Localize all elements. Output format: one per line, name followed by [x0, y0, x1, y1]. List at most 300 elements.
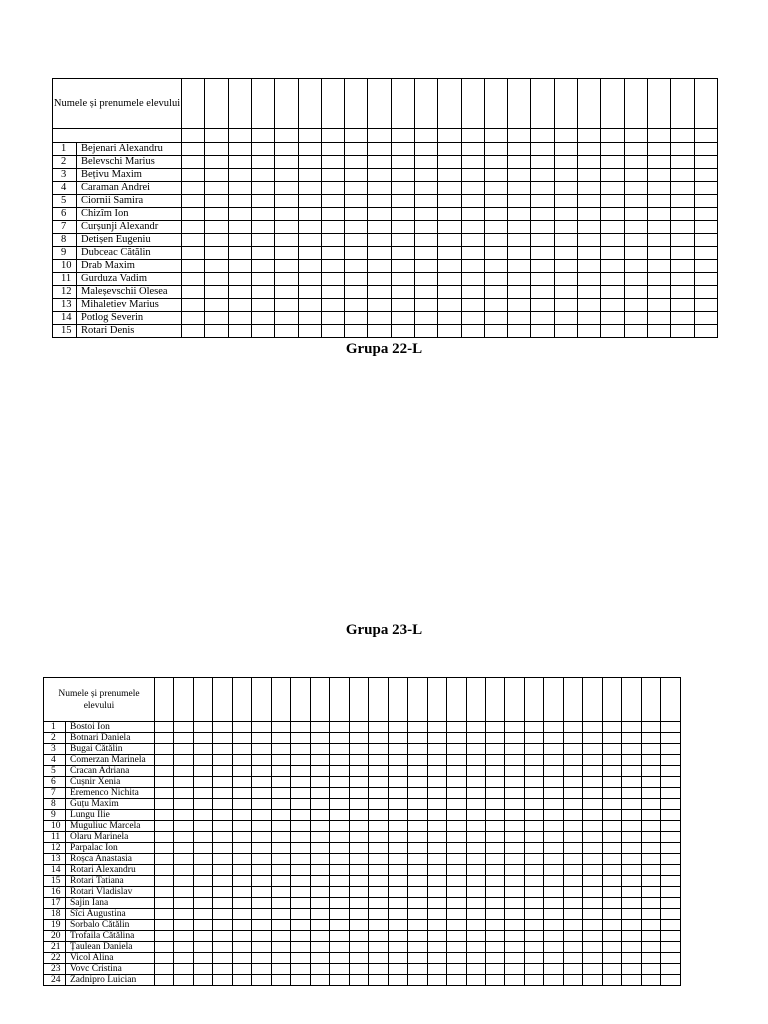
- attendance-cell: [524, 931, 543, 942]
- attendance-cell: [330, 755, 349, 766]
- attendance-cell: [271, 832, 290, 843]
- attendance-cell: [408, 733, 427, 744]
- attendance-cell: [531, 169, 554, 182]
- date-column-header: [345, 79, 368, 129]
- attendance-cell: [369, 920, 388, 931]
- attendance-cell: [213, 876, 232, 887]
- attendance-cell: [466, 821, 485, 832]
- attendance-cell: [466, 865, 485, 876]
- attendance-cell: [505, 788, 524, 799]
- attendance-cell: [508, 312, 531, 325]
- attendance-cell: [349, 810, 368, 821]
- attendance-cell: [524, 832, 543, 843]
- student-name: Parpalac Ion: [66, 843, 155, 854]
- attendance-cell: [544, 843, 563, 854]
- attendance-cell: [388, 832, 407, 843]
- attendance-cell: [228, 195, 251, 208]
- attendance-cell: [271, 942, 290, 953]
- attendance-cell: [438, 182, 461, 195]
- attendance-cell: [583, 931, 602, 942]
- attendance-cell: [583, 722, 602, 733]
- attendance-cell: [438, 312, 461, 325]
- attendance-cell: [345, 325, 368, 338]
- attendance-cell: [505, 777, 524, 788]
- attendance-cell: [447, 942, 466, 953]
- attendance-cell: [369, 821, 388, 832]
- attendance-cell: [271, 810, 290, 821]
- attendance-cell: [369, 865, 388, 876]
- attendance-cell: [369, 733, 388, 744]
- attendance-cell: [193, 964, 212, 975]
- attendance-cell: [388, 766, 407, 777]
- attendance-cell: [641, 887, 660, 898]
- attendance-cell: [524, 887, 543, 898]
- date-column-header: [182, 79, 205, 129]
- attendance-cell: [391, 221, 414, 234]
- attendance-cell: [641, 942, 660, 953]
- student-name: Mihaletiev Marius: [77, 299, 182, 312]
- attendance-cell: [155, 788, 174, 799]
- attendance-cell: [485, 942, 504, 953]
- attendance-cell: [213, 788, 232, 799]
- attendance-cell: [368, 156, 391, 169]
- student-number: 9: [53, 247, 77, 260]
- attendance-cell: [310, 898, 329, 909]
- attendance-cell: [345, 260, 368, 273]
- attendance-cell: [349, 865, 368, 876]
- attendance-cell: [461, 195, 484, 208]
- attendance-cell: [641, 788, 660, 799]
- attendance-cell: [205, 247, 228, 260]
- attendance-cell: [447, 722, 466, 733]
- attendance-cell: [271, 744, 290, 755]
- attendance-cell: [622, 876, 641, 887]
- attendance-cell: [641, 843, 660, 854]
- student-row: [44, 931, 681, 942]
- attendance-cell: [484, 325, 507, 338]
- attendance-cell: [232, 909, 251, 920]
- attendance-cell: [694, 156, 717, 169]
- attendance-cell: [647, 234, 670, 247]
- attendance-cell: [544, 722, 563, 733]
- blank-cell: [484, 129, 507, 143]
- attendance-cell: [438, 234, 461, 247]
- attendance-cell: [461, 312, 484, 325]
- attendance-cell: [414, 143, 437, 156]
- attendance-cell: [466, 755, 485, 766]
- attendance-cell: [622, 766, 641, 777]
- student-row: [53, 195, 718, 208]
- attendance-cell: [466, 722, 485, 733]
- attendance-cell: [251, 208, 274, 221]
- attendance-cell: [671, 273, 694, 286]
- attendance-cell: [271, 909, 290, 920]
- attendance-cell: [228, 169, 251, 182]
- attendance-cell: [508, 195, 531, 208]
- attendance-cell: [213, 865, 232, 876]
- attendance-cell: [310, 942, 329, 953]
- attendance-cell: [438, 195, 461, 208]
- attendance-cell: [671, 299, 694, 312]
- date-column-header: [330, 678, 349, 722]
- attendance-cell: [414, 273, 437, 286]
- attendance-cell: [466, 799, 485, 810]
- attendance-cell: [310, 799, 329, 810]
- attendance-cell: [602, 865, 621, 876]
- student-row: [53, 273, 718, 286]
- attendance-cell: [391, 182, 414, 195]
- attendance-cell: [583, 821, 602, 832]
- attendance-cell: [563, 898, 582, 909]
- attendance-cell: [391, 312, 414, 325]
- attendance-cell: [205, 299, 228, 312]
- attendance-cell: [508, 169, 531, 182]
- attendance-cell: [601, 143, 624, 156]
- attendance-cell: [310, 722, 329, 733]
- student-number: 8: [44, 799, 66, 810]
- attendance-cell: [414, 182, 437, 195]
- attendance-cell: [369, 744, 388, 755]
- attendance-cell: [438, 260, 461, 273]
- attendance-cell: [368, 221, 391, 234]
- attendance-cell: [414, 234, 437, 247]
- attendance-cell: [427, 920, 446, 931]
- attendance-cell: [174, 953, 193, 964]
- attendance-cell: [524, 854, 543, 865]
- attendance-cell: [641, 876, 660, 887]
- attendance-cell: [369, 854, 388, 865]
- attendance-cell: [291, 876, 310, 887]
- attendance-cell: [524, 953, 543, 964]
- attendance-cell: [602, 722, 621, 733]
- attendance-cell: [369, 942, 388, 953]
- attendance-cell: [252, 865, 271, 876]
- student-row: [53, 234, 718, 247]
- student-row: [44, 964, 681, 975]
- attendance-cell: [298, 325, 321, 338]
- attendance-cell: [563, 953, 582, 964]
- attendance-cell: [174, 964, 193, 975]
- attendance-cell: [563, 942, 582, 953]
- attendance-cell: [485, 920, 504, 931]
- attendance-cell: [291, 854, 310, 865]
- attendance-cell: [310, 843, 329, 854]
- attendance-cell: [205, 208, 228, 221]
- attendance-cell: [252, 920, 271, 931]
- date-column-header: [601, 79, 624, 129]
- attendance-cell: [330, 810, 349, 821]
- student-row: [44, 942, 681, 953]
- attendance-cell: [155, 942, 174, 953]
- attendance-cell: [647, 325, 670, 338]
- attendance-cell: [174, 931, 193, 942]
- attendance-cell: [694, 286, 717, 299]
- student-row: [44, 975, 681, 986]
- attendance-cell: [505, 854, 524, 865]
- attendance-cell: [291, 810, 310, 821]
- attendance-cell: [310, 953, 329, 964]
- attendance-cell: [661, 865, 681, 876]
- attendance-cell: [466, 909, 485, 920]
- attendance-cell: [466, 920, 485, 931]
- attendance-cell: [484, 169, 507, 182]
- attendance-cell: [155, 733, 174, 744]
- attendance-cell: [182, 169, 205, 182]
- attendance-cell: [563, 887, 582, 898]
- attendance-cell: [193, 755, 212, 766]
- student-row: [44, 733, 681, 744]
- attendance-cell: [369, 810, 388, 821]
- attendance-cell: [310, 909, 329, 920]
- attendance-cell: [345, 234, 368, 247]
- student-row: [53, 260, 718, 273]
- attendance-cell: [647, 143, 670, 156]
- attendance-cell: [447, 755, 466, 766]
- attendance-cell: [524, 876, 543, 887]
- attendance-cell: [251, 234, 274, 247]
- attendance-cell: [271, 920, 290, 931]
- attendance-cell: [414, 260, 437, 273]
- attendance-cell: [275, 208, 298, 221]
- attendance-cell: [554, 273, 577, 286]
- attendance-cell: [602, 854, 621, 865]
- student-number: 11: [53, 273, 77, 286]
- attendance-cell: [578, 195, 601, 208]
- date-column-header: [661, 678, 681, 722]
- attendance-cell: [252, 876, 271, 887]
- date-column-header: [531, 79, 554, 129]
- student-row: [44, 777, 681, 788]
- attendance-cell: [531, 182, 554, 195]
- attendance-cell: [563, 832, 582, 843]
- student-name: Bețivu Maxim: [77, 169, 182, 182]
- attendance-cell: [544, 865, 563, 876]
- attendance-cell: [155, 832, 174, 843]
- attendance-cell: [647, 195, 670, 208]
- attendance-cell: [330, 953, 349, 964]
- attendance-cell: [232, 843, 251, 854]
- date-column-header: [438, 79, 461, 129]
- attendance-cell: [622, 733, 641, 744]
- attendance-cell: [345, 312, 368, 325]
- attendance-cell: [232, 744, 251, 755]
- student-name: Guțu Maxim: [66, 799, 155, 810]
- blank-cell: [53, 129, 182, 143]
- attendance-cell: [661, 931, 681, 942]
- attendance-cell: [447, 964, 466, 975]
- attendance-cell: [174, 909, 193, 920]
- attendance-cell: [205, 143, 228, 156]
- student-row: [44, 832, 681, 843]
- attendance-cell: [408, 755, 427, 766]
- student-number: 23: [44, 964, 66, 975]
- attendance-cell: [624, 273, 647, 286]
- attendance-cell: [252, 722, 271, 733]
- attendance-cell: [388, 777, 407, 788]
- attendance-cell: [624, 182, 647, 195]
- attendance-cell: [505, 953, 524, 964]
- attendance-cell: [508, 299, 531, 312]
- attendance-cell: [391, 273, 414, 286]
- attendance-cell: [349, 799, 368, 810]
- attendance-cell: [275, 169, 298, 182]
- attendance-cell: [583, 865, 602, 876]
- attendance-cell: [505, 843, 524, 854]
- attendance-cell: [583, 898, 602, 909]
- attendance-cell: [427, 733, 446, 744]
- attendance-cell: [641, 733, 660, 744]
- attendance-cell: [252, 766, 271, 777]
- attendance-cell: [602, 964, 621, 975]
- attendance-cell: [388, 876, 407, 887]
- attendance-cell: [330, 854, 349, 865]
- student-number: 20: [44, 931, 66, 942]
- attendance-cell: [583, 887, 602, 898]
- student-number: 6: [44, 777, 66, 788]
- student-row: [44, 744, 681, 755]
- attendance-cell: [228, 234, 251, 247]
- attendance-cell: [427, 865, 446, 876]
- attendance-cell: [330, 865, 349, 876]
- attendance-cell: [601, 169, 624, 182]
- attendance-cell: [408, 931, 427, 942]
- attendance-cell: [641, 810, 660, 821]
- attendance-cell: [310, 854, 329, 865]
- attendance-cell: [252, 909, 271, 920]
- attendance-cell: [271, 964, 290, 975]
- attendance-cell: [466, 854, 485, 865]
- attendance-cell: [694, 234, 717, 247]
- attendance-cell: [252, 843, 271, 854]
- attendance-cell: [291, 744, 310, 755]
- attendance-cell: [485, 843, 504, 854]
- attendance-cell: [291, 898, 310, 909]
- attendance-cell: [228, 247, 251, 260]
- attendance-cell: [182, 208, 205, 221]
- student-number: 1: [53, 143, 77, 156]
- attendance-cell: [563, 788, 582, 799]
- blank-cell: [391, 129, 414, 143]
- student-name: Rotari Vladislav: [66, 887, 155, 898]
- attendance-cell: [508, 182, 531, 195]
- attendance-cell: [641, 766, 660, 777]
- attendance-cell: [447, 799, 466, 810]
- attendance-cell: [505, 887, 524, 898]
- attendance-cell: [641, 755, 660, 766]
- attendance-cell: [349, 766, 368, 777]
- attendance-cell: [624, 208, 647, 221]
- attendance-cell: [427, 799, 446, 810]
- attendance-cell: [622, 953, 641, 964]
- attendance-cell: [330, 733, 349, 744]
- attendance-cell: [388, 843, 407, 854]
- attendance-cell: [438, 247, 461, 260]
- attendance-cell: [694, 273, 717, 286]
- attendance-cell: [391, 208, 414, 221]
- attendance-cell: [271, 975, 290, 986]
- date-column-header: [583, 678, 602, 722]
- date-column-header: [505, 678, 524, 722]
- attendance-cell: [349, 777, 368, 788]
- attendance-cell: [578, 247, 601, 260]
- attendance-cell: [275, 312, 298, 325]
- student-name: Bejenari Alexandru: [77, 143, 182, 156]
- attendance-cell: [505, 821, 524, 832]
- attendance-cell: [291, 777, 310, 788]
- attendance-cell: [563, 733, 582, 744]
- attendance-cell: [408, 799, 427, 810]
- attendance-cell: [602, 832, 621, 843]
- attendance-cell: [174, 898, 193, 909]
- blank-cell: [531, 129, 554, 143]
- attendance-cell: [310, 777, 329, 788]
- attendance-cell: [321, 143, 344, 156]
- attendance-cell: [583, 843, 602, 854]
- attendance-cell: [544, 788, 563, 799]
- attendance-cell: [252, 821, 271, 832]
- date-column-header: [155, 678, 174, 722]
- attendance-cell: [563, 975, 582, 986]
- attendance-cell: [349, 942, 368, 953]
- attendance-cell: [414, 325, 437, 338]
- attendance-cell: [193, 876, 212, 887]
- attendance-cell: [213, 733, 232, 744]
- student-row: [44, 920, 681, 931]
- attendance-cell: [641, 799, 660, 810]
- attendance-cell: [563, 810, 582, 821]
- attendance-cell: [298, 208, 321, 221]
- attendance-cell: [174, 920, 193, 931]
- student-name: Vovc Cristina: [66, 964, 155, 975]
- attendance-cell: [622, 777, 641, 788]
- attendance-cell: [349, 953, 368, 964]
- student-name: Muguliuc Marcela: [66, 821, 155, 832]
- attendance-cell: [408, 821, 427, 832]
- attendance-cell: [228, 260, 251, 273]
- attendance-cell: [554, 247, 577, 260]
- attendance-cell: [232, 766, 251, 777]
- attendance-cell: [321, 299, 344, 312]
- attendance-cell: [291, 755, 310, 766]
- attendance-cell: [369, 953, 388, 964]
- attendance-cell: [345, 208, 368, 221]
- date-column-header: [544, 678, 563, 722]
- attendance-cell: [544, 854, 563, 865]
- attendance-cell: [601, 208, 624, 221]
- attendance-cell: [213, 821, 232, 832]
- attendance-cell: [505, 722, 524, 733]
- attendance-cell: [485, 810, 504, 821]
- attendance-cell: [213, 975, 232, 986]
- attendance-cell: [321, 247, 344, 260]
- attendance-cell: [554, 221, 577, 234]
- attendance-cell: [388, 810, 407, 821]
- attendance-cell: [602, 744, 621, 755]
- attendance-cell: [298, 195, 321, 208]
- attendance-cell: [641, 821, 660, 832]
- attendance-cell: [275, 182, 298, 195]
- attendance-cell: [232, 722, 251, 733]
- attendance-cell: [369, 964, 388, 975]
- attendance-cell: [661, 766, 681, 777]
- attendance-cell: [232, 755, 251, 766]
- attendance-cell: [641, 975, 660, 986]
- attendance-cell: [369, 722, 388, 733]
- attendance-cell: [291, 766, 310, 777]
- attendance-cell: [508, 273, 531, 286]
- attendance-cell: [466, 843, 485, 854]
- attendance-cell: [345, 143, 368, 156]
